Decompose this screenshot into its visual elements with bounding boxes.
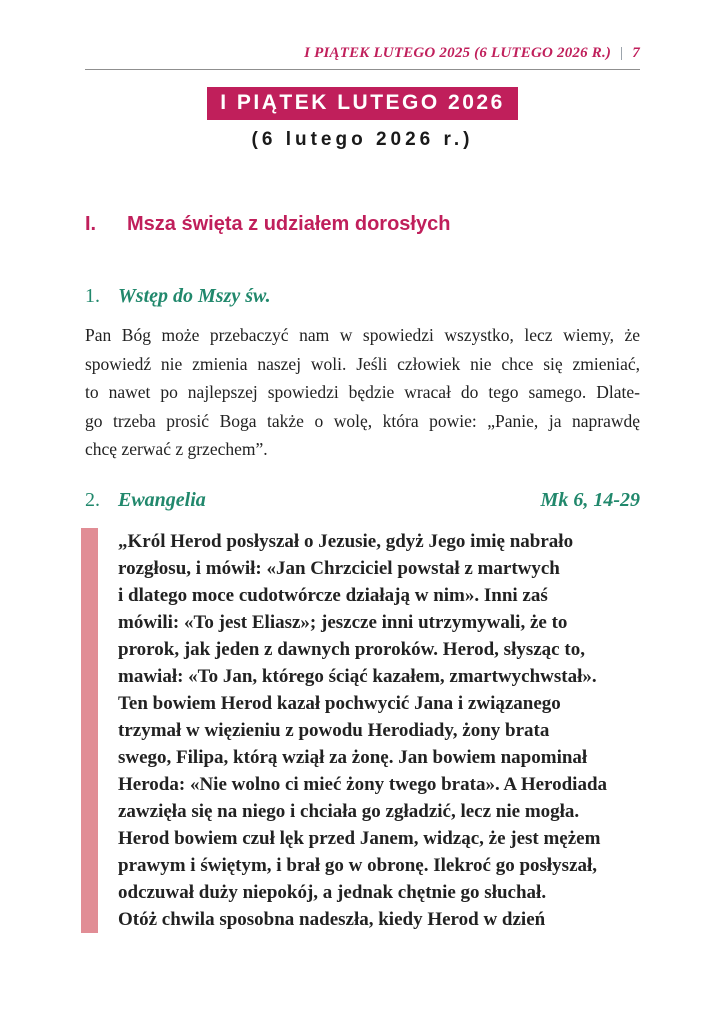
page-subtitle: (6 lutego 2026 r.) [251, 129, 474, 150]
paragraph-line: chcę zerwać z grzechem”. [85, 439, 268, 459]
quote-line: zawzięła się na niego i chciała go zgładzić, lecz nie mogła. [118, 800, 580, 822]
quote-line: Ten bowiem Herod kazał pochwycić Jana i związanego [118, 692, 561, 714]
quote-line: Herod bowiem czuł lęk przed Janem, widząc, że jest mężem [118, 827, 601, 849]
quote-text [98, 528, 607, 933]
quote-line: rozgłosu, i mówił: «Jan Chrzciciel powstał z martwych [118, 557, 560, 579]
title-banner-row [85, 87, 640, 120]
quote-line: odczuwał duży niepokój, a jednak chętnie go słuchał. [118, 881, 547, 903]
subsection-number: 1. [85, 285, 100, 307]
quote-line: prawym i świętym, i brał go w obronę. Ilekroć go posłyszał, [118, 854, 598, 876]
quote-line: swego, Filipa, którą wziął za żonę. Jan bowiem napominał [118, 746, 588, 768]
subsection-number: 2. [85, 488, 100, 511]
title-banner: I PIĄTEK LUTEGO 2026 [207, 87, 518, 120]
quote-accent-bar [81, 528, 98, 933]
page-number: 7 [632, 45, 640, 61]
header-divider: | [620, 45, 624, 61]
gospel-reference: Mk 6, 14-29 [540, 488, 640, 511]
intro-paragraph [85, 321, 640, 464]
quote-line: Otóż chwila sposobna nadeszła, kiedy Herod w dzień [118, 908, 546, 930]
paragraph-line: spowiedź nie zmienia naszej woli. Jeśli człowiek nie chce się zmieniać, [85, 353, 640, 374]
paragraph-line: to nawet po najlepszej spowiedzi będzie wracał do tego samego. Dlate- [85, 382, 640, 402]
subsection-heading-1 [85, 284, 640, 309]
quote-line: Heroda: «Nie wolno ci mieć żony twego brata». A Herodiada [118, 773, 608, 795]
paragraph-line: Pan Bóg może przebaczyć nam w spowiedzi wszystko, lecz wiemy, że [85, 325, 640, 345]
section-heading [85, 213, 640, 236]
paragraph-line: go trzeba prosić Boga także o wolę, która powie: „Panie, ja naprawdę [85, 410, 640, 431]
quote-line: prorok, jak jeden z dawnych proroków. Herod, słysząc to, [118, 638, 585, 660]
quote-line: mówili: «To jest Eliasz»; jeszcze inni utrzymywali, że to [118, 611, 568, 633]
page-header [85, 45, 640, 70]
subsection-title: Wstęp do Mszy św. [118, 285, 271, 307]
section-numeral: I. [85, 213, 97, 235]
section-title: Msza święta z udziałem dorosłych [127, 213, 451, 235]
running-title: I PIĄTEK LUTEGO 2025 (6 LUTEGO 2026 R.) [304, 45, 612, 61]
quote-line: mawiał: «To Jan, którego ściąć kazałem, zmartwychwstał». [118, 665, 597, 687]
gospel-quote [81, 528, 640, 933]
quote-line: „Król Herod posłyszał o Jezusie, gdyż Jego imię nabrało [118, 530, 574, 552]
subsection-heading-2 [85, 488, 640, 513]
quote-line: trzymał w więzieniu z powodu Herodiady, żony brata [118, 719, 550, 741]
subsection-title: Ewangelia [118, 488, 206, 511]
quote-line: i dlatego moce cudotwórcze działają w nim». Inni zaś [118, 584, 548, 606]
